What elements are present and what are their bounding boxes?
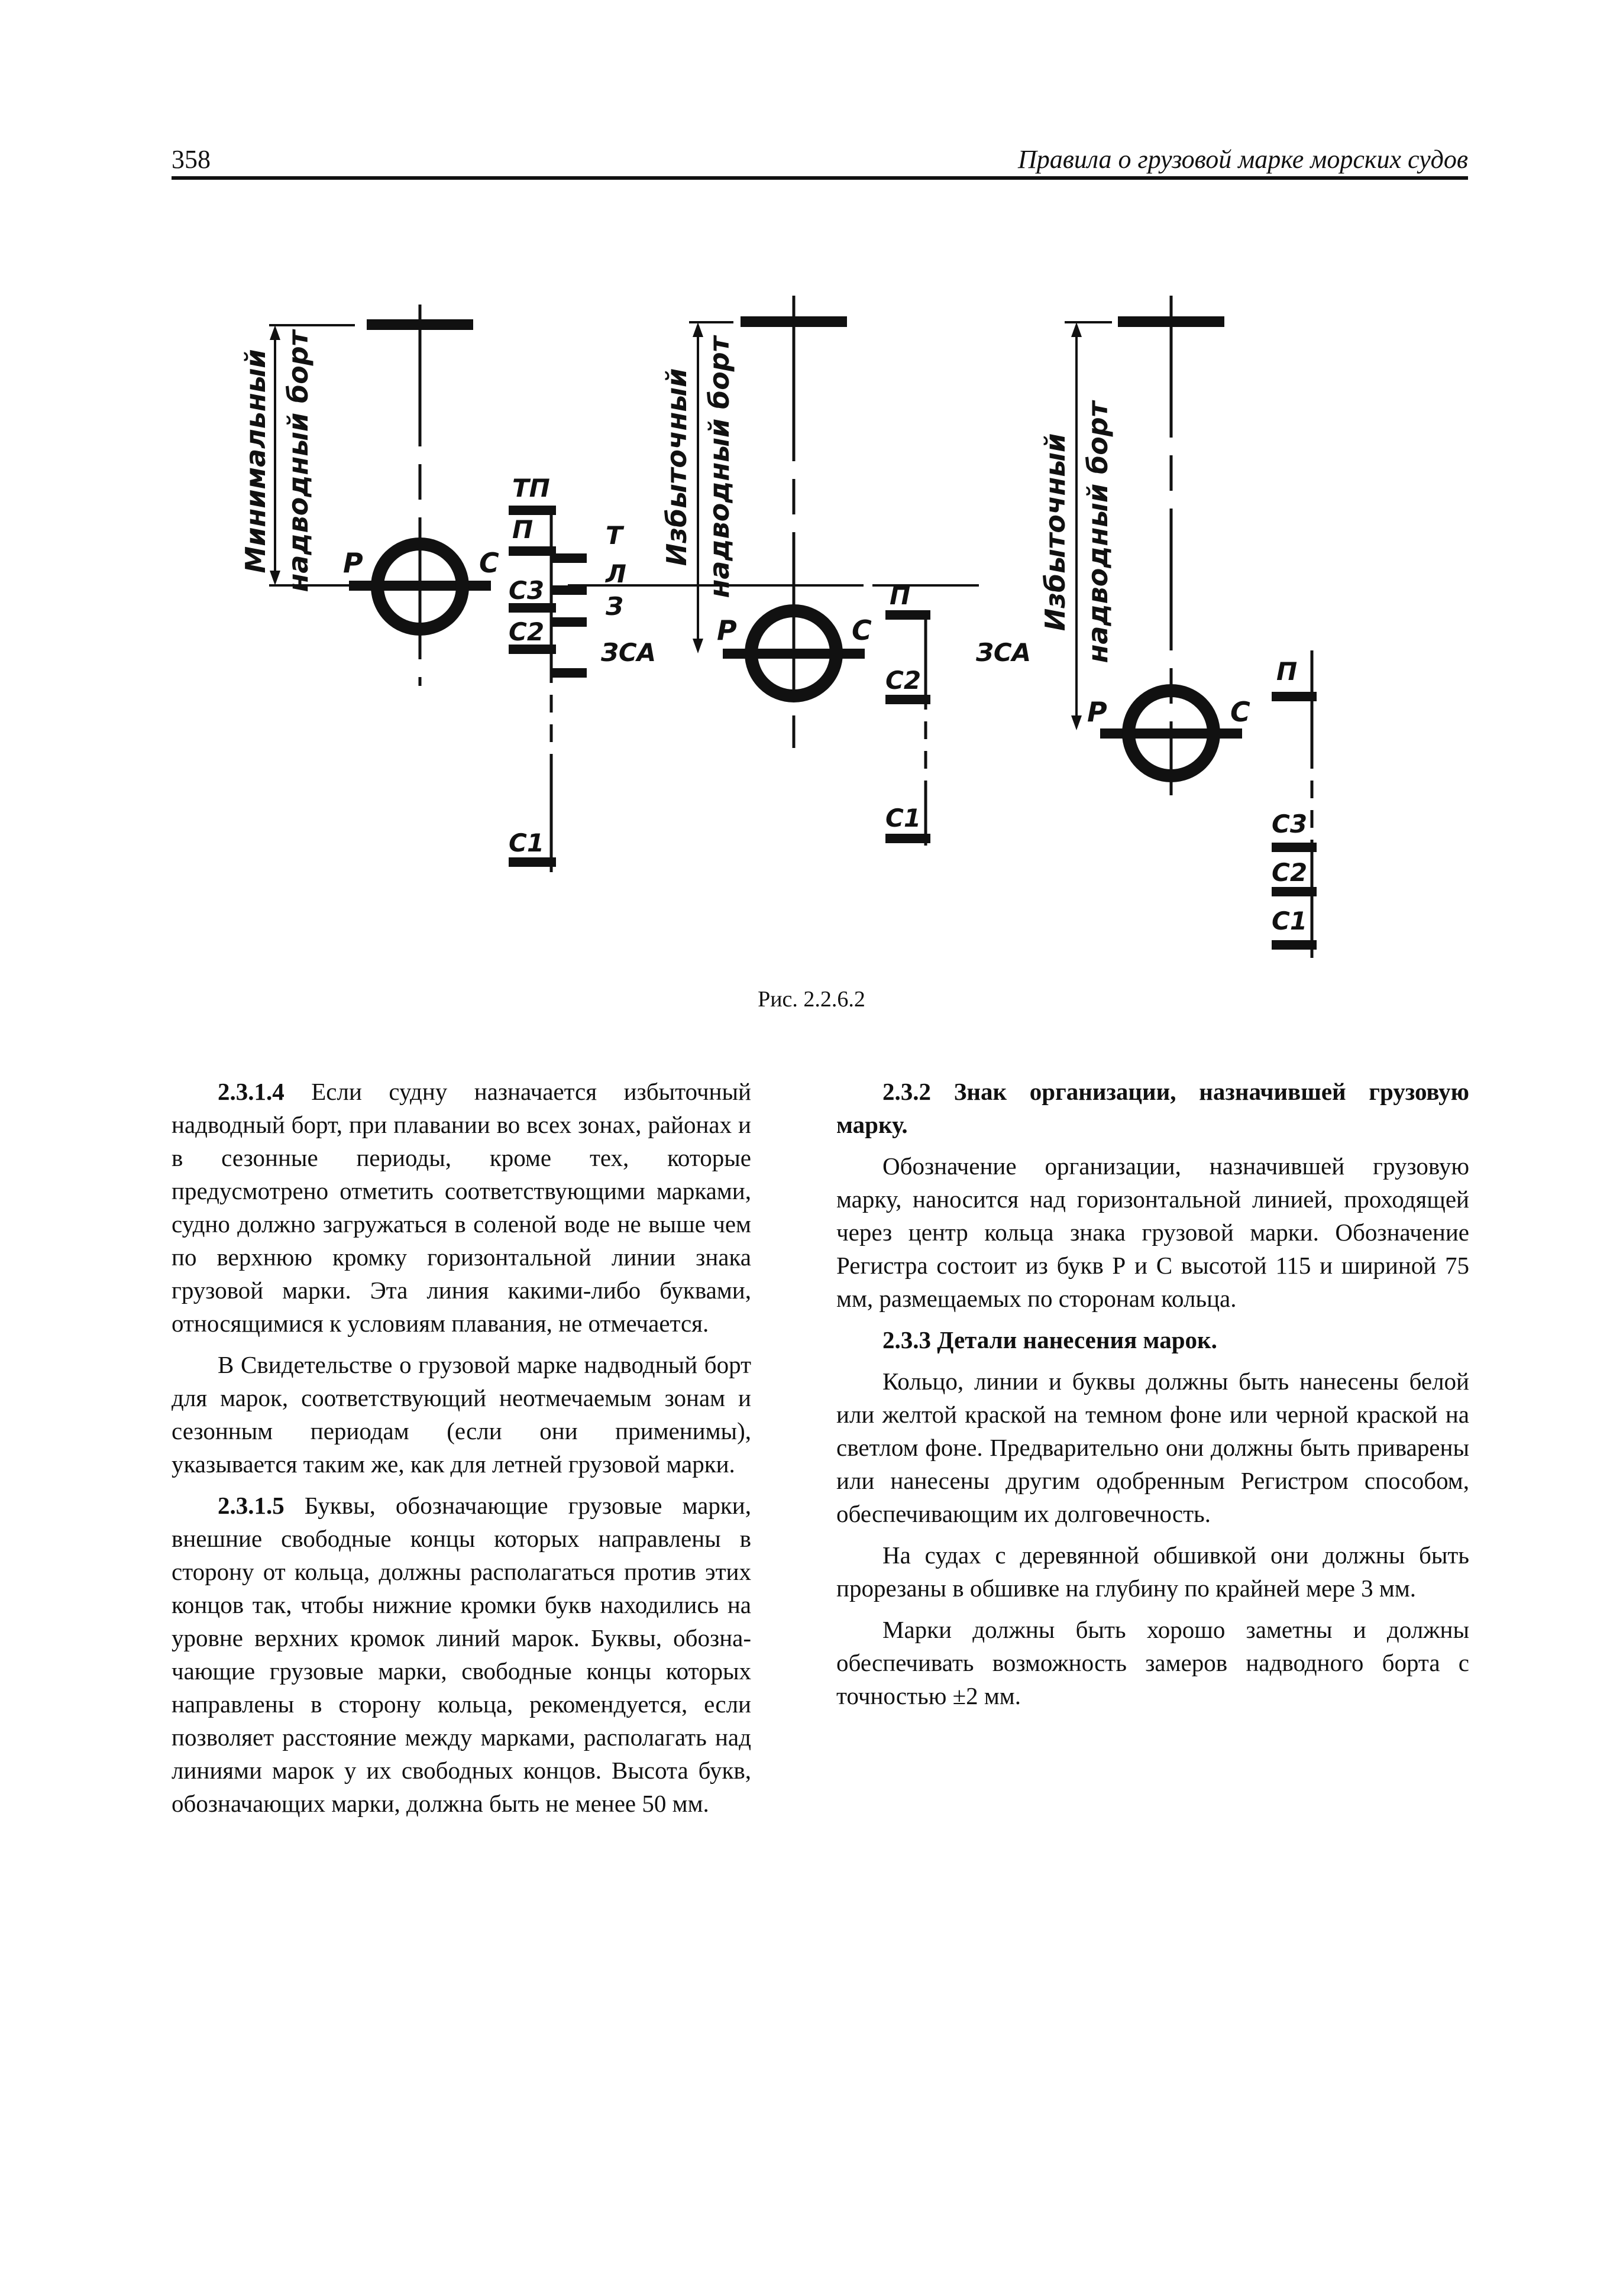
diagram-excess-freeboard-2	[1039, 296, 1317, 964]
mark-zsa	[551, 668, 587, 678]
paragraph-visibility: Марки должны быть хорошо заметны и должны обеспечивать возможность замеров надводного борта с точностью ±2 мм.	[836, 1616, 1469, 1709]
ring-letter-r: Р	[343, 547, 363, 579]
paragraph-text: Буквы, обозначающие грузовые марки, внешние свободные концы которых направлены в сторону от кольца, должны располагаться против этих концов так, чтобы нижние кромки букв находились на уровне верхних кромок линий марок. Буквы, обозна-чающие грузовые марки, свободные концы которых направлены в сторону кольца, рекомендуется, если позволяет расстояние между марками, располагать над линиями марок у их свободных концов. Высота букв, обозначающих марки, должна быть не менее 50 мм.	[172, 1492, 751, 1817]
load-line-diagram	[0, 0, 1623, 976]
vertical-label-1: Минимальный	[240, 349, 271, 574]
label-zsa: ЗСА	[601, 638, 657, 667]
diagram-minimum-freeboard	[240, 305, 656, 890]
ring-horizontal-bar	[349, 581, 491, 591]
mark-s3	[1272, 843, 1317, 852]
ring-letter-s: С	[852, 614, 872, 646]
page-number: 358	[172, 145, 211, 174]
mark-p	[1272, 692, 1317, 701]
mark-z	[551, 617, 587, 627]
load-line-figure	[0, 0, 1623, 976]
ring-letter-r: Р	[1087, 696, 1107, 728]
heading-2-3-3: 2.3.3 Детали нанесения марок.	[882, 1326, 1217, 1353]
label-s1: С1	[509, 828, 545, 857]
right-column	[836, 1075, 1469, 1721]
paragraph-paint: Кольцо, линии и буквы должны быть нанесены белой или желтой краской на темном фоне или черной краской на светлом фоне. Предварительно они должны быть приварены или нанесены другим одобренным Регистром способом, обеспечивающим их долговечность.	[836, 1368, 1469, 1527]
label-s3: С3	[1272, 809, 1308, 838]
paragraph-wooden-hull: На судах с деревянной обшивкой они должны быть прорезаны в обшивке на глубину по крайней мере 3 мм.	[836, 1542, 1469, 1602]
label-p: П	[890, 581, 911, 610]
vertical-label-2: надводный борт	[1082, 401, 1114, 663]
mark-l	[551, 585, 587, 595]
section-number: 2.3.1.5	[218, 1492, 284, 1519]
label-l: Л	[606, 559, 626, 588]
section-number: 2.3.1.4	[218, 1078, 284, 1105]
vertical-label-2: надводный борт	[703, 336, 735, 598]
dim-arrow-bottom	[1071, 715, 1082, 730]
label-s2: С2	[885, 666, 922, 695]
mark-t	[551, 553, 587, 563]
label-p: П	[1276, 657, 1298, 686]
mark-p	[509, 546, 556, 556]
left-column	[172, 1075, 751, 1828]
diagram-excess-freeboard-1	[568, 296, 1031, 846]
mark-s1	[509, 857, 556, 867]
dim-arrow-top	[693, 322, 703, 337]
label-tp: ТП	[512, 474, 550, 503]
label-s1: С1	[1272, 906, 1308, 935]
ring-letter-s: С	[479, 547, 499, 579]
label-t: Т	[606, 521, 623, 550]
label-s2: С2	[509, 617, 545, 646]
paragraph-text: Если судну назначается избыточный надводный борт, при плавании во всех зонах, районах и в сезонные периоды, кроме тех, которые предусмотрено отметить соответствующими марками, судно должно загружаться в соленой воде не выше чем по верхнюю кромку горизонтальной линии знака грузовой марки. Эта линия какими-либо буквами, относящимися к условиям плавания, не отмечается.	[172, 1078, 751, 1337]
ring-horizontal-bar	[1100, 728, 1242, 739]
mark-s2	[885, 695, 930, 704]
dim-arrow-top	[1071, 322, 1082, 337]
vertical-label-1: Избыточный	[1039, 433, 1071, 632]
ring-horizontal-bar	[723, 649, 865, 659]
heading-2-3-2: 2.3.2 Знак организации, назначившей грузовую марку.	[836, 1078, 1469, 1138]
mark-tp	[509, 506, 556, 515]
figure-caption: Рис. 2.2.6.2	[758, 987, 865, 1012]
ring-letter-s: С	[1230, 696, 1250, 728]
mark-s1	[885, 834, 930, 843]
mark-s1	[1272, 940, 1317, 950]
mark-s2	[1272, 887, 1317, 896]
label-s3: С3	[509, 576, 545, 605]
label-p: П	[512, 515, 534, 544]
paragraph-2-3-1-4	[172, 1075, 751, 1340]
vertical-label-1: Избыточный	[661, 368, 693, 566]
paragraph-certificate: В Свидетельстве о грузовой марке надводный борт для марок, соответствующий неотмечаемым зонам и сезонным периодам (если они применимы), указывается таким же, как для летней грузовой марки.	[172, 1351, 751, 1478]
label-s2: С2	[1272, 858, 1308, 887]
running-title: Правила о грузовой марке морских судов	[1017, 145, 1468, 174]
dim-arrow-bottom	[693, 639, 703, 653]
label-zsa: ЗСА	[976, 638, 1032, 667]
label-s1: С1	[885, 804, 922, 833]
vertical-label-2: надводный борт	[282, 330, 314, 592]
ring-letter-r: Р	[717, 614, 737, 646]
label-z: З	[606, 592, 623, 621]
dim-arrow-top	[270, 325, 280, 340]
paragraph-organization-mark: Обозначение организации, назначившей грузовую марку, наносится над горизонтальной линией, проходящей через центр кольца знака грузовой марки. Обозначение Регистра состоит из букв Р и С высотой 115 и шириной 75 мм, размещаемых по сторонам кольца.	[836, 1152, 1469, 1312]
mark-p	[885, 610, 930, 620]
paragraph-2-3-1-5	[172, 1489, 751, 1820]
